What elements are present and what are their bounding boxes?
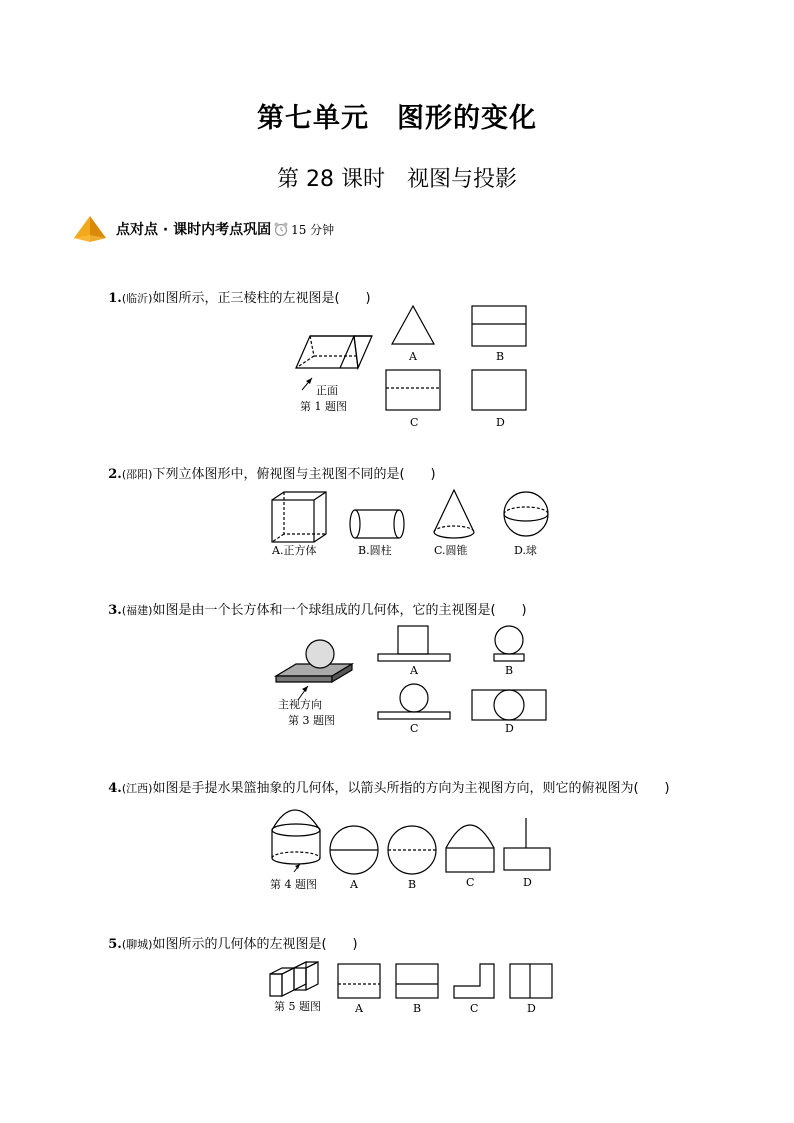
- option-a-shape: [338, 964, 380, 998]
- unit-title: 第七单元 图形的变化: [257, 103, 537, 134]
- figure-note: 主视方向: [278, 698, 322, 711]
- option-a-shape: [392, 306, 434, 344]
- option-label-c: C: [470, 1002, 479, 1015]
- option-label-d: D: [523, 876, 532, 889]
- option-label-c: C.圆锥: [434, 544, 468, 557]
- section-header: [72, 214, 334, 244]
- option-label-d: D: [505, 722, 514, 734]
- option-label-c: C: [466, 876, 475, 889]
- option-c-shape: [446, 825, 494, 872]
- option-label-c: C: [410, 416, 419, 429]
- option-c-shape: [378, 684, 450, 719]
- question-2: [100, 448, 436, 482]
- option-label-a: A: [355, 1002, 363, 1015]
- section-title: 点对点 · 课时内考点巩固: [116, 222, 272, 238]
- question-4-figure: [264, 800, 564, 896]
- question-number: 3.: [108, 603, 122, 618]
- question-text: 如图所示的几何体的左视图是( ): [152, 937, 358, 952]
- question-text: 下列立体图形中，俯视图与主视图不同的是( ): [152, 467, 436, 482]
- slab-and-ball: [276, 640, 352, 682]
- option-b-shape: [388, 826, 436, 874]
- cone-shape: [434, 490, 474, 538]
- question-number: 1.: [108, 291, 122, 306]
- question-text: 如图是手提水果篮抽象的几何体，以箭头所指的方向为主视图方向，则它的俯视图为( ): [152, 781, 670, 796]
- question-number: 5.: [108, 937, 122, 952]
- pyramid-icon: [72, 214, 108, 244]
- option-label-a: A: [409, 350, 417, 363]
- question-1-figure: [280, 298, 560, 430]
- option-label-a: A: [350, 878, 358, 891]
- option-a-shape: [378, 626, 450, 661]
- option-d-shape: [472, 690, 546, 720]
- question-4: [100, 762, 670, 796]
- option-label-b: B: [505, 664, 514, 677]
- question-5: [100, 918, 358, 952]
- question-source: (聊城): [121, 938, 153, 951]
- lesson-title: 第 28 课时 视图与投影: [277, 167, 517, 192]
- cylinder-shape: [350, 510, 404, 538]
- cube-shape: [272, 492, 326, 542]
- option-a-shape: [330, 826, 378, 874]
- question-text: 如图是由一个长方体和一个球组成的几何体，它的主视图是( ): [152, 603, 527, 618]
- question-3: [100, 584, 527, 618]
- question-source: (临沂): [121, 292, 153, 305]
- l-block-shape: [270, 962, 318, 996]
- option-label-a: A: [410, 664, 418, 677]
- option-label-b: B: [408, 878, 417, 891]
- option-label-b: B.圆柱: [358, 544, 392, 557]
- figure-caption: 第 4 题图: [270, 878, 317, 891]
- option-label-d: D: [527, 1002, 536, 1015]
- triangular-prism: [296, 336, 372, 368]
- question-number: 4.: [108, 781, 122, 796]
- option-label-b: B: [496, 350, 505, 363]
- option-label-b: B: [413, 1002, 422, 1015]
- question-text: 如图所示，正三棱柱的左视图是( ): [152, 291, 371, 306]
- option-b-shape: [494, 626, 524, 661]
- option-label-c: C: [410, 722, 419, 734]
- option-c-shape: [386, 370, 440, 410]
- question-source: (江西): [121, 782, 153, 795]
- question-3-figure: [272, 622, 562, 734]
- figure-caption: 第 5 题图: [274, 1000, 321, 1013]
- question-number: 2.: [108, 467, 122, 482]
- figure-note: 正面: [316, 384, 338, 397]
- option-c-shape: [454, 964, 494, 998]
- figure-caption: 第 3 题图: [288, 714, 335, 727]
- alarm-clock-icon: [273, 221, 289, 237]
- option-d-shape: [504, 818, 550, 870]
- option-label-d: D.球: [514, 544, 537, 557]
- option-label-a: A.正方体: [272, 544, 317, 557]
- question-source: (福建): [121, 604, 153, 617]
- option-label-d: D: [496, 416, 505, 429]
- option-d-shape: [510, 964, 552, 998]
- sphere-shape: [504, 492, 548, 536]
- section-time: 15 分钟: [291, 222, 335, 237]
- option-b-shape: [472, 306, 526, 346]
- question-source: (邵阳): [121, 468, 153, 481]
- option-b-shape: [396, 964, 438, 998]
- question-2-figure: [262, 486, 572, 562]
- question-5-figure: [262, 952, 562, 1018]
- figure-caption: 第 1 题图: [300, 400, 347, 413]
- basket-shape: [272, 810, 320, 864]
- option-d-shape: [472, 370, 526, 410]
